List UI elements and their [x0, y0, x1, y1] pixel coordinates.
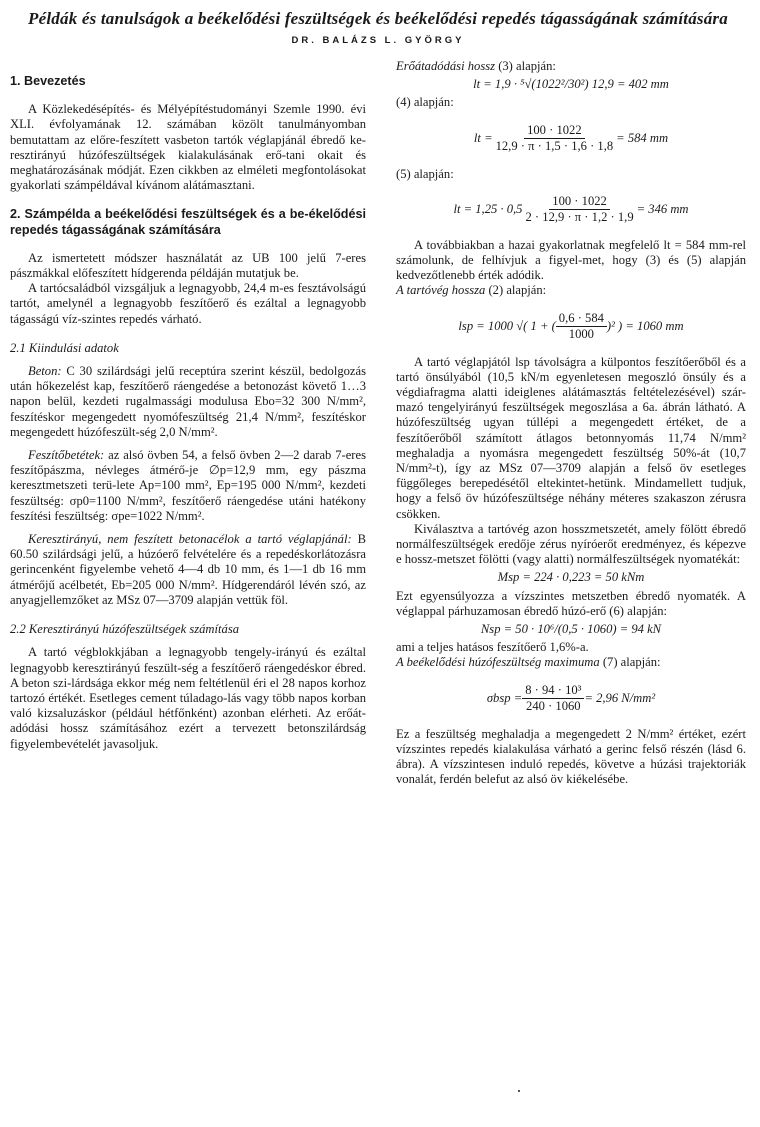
eq7-intro — [396, 655, 746, 670]
article-title: Példák és tanulságok a beékelődési feszültségek és beékelődési repedés tágasságának számítására — [28, 9, 728, 28]
eq7-lhs: σbsp = — [486, 691, 523, 706]
right-paragraph-2: A tartó véglapjától lsp távolságra a külpontos feszítőerőből és a tartó önsúlyából (10,5 kN/m egyenletesen megoszló önsúly és a végdiafragma alatti ideiglenes alátámasztás feltételezésével) szár-mazó tengelyirányú feszültségek megoszlása a 6a. ábrán látható. A húzófeszültség ugyan túllépi a megengedett értéket, de a feszítőerőből számított átlagos betonnyomás 11,74 N/mm² meghaladja a nyomásra megengedett feszültség 50%-át (10,7 N/mm²-t), így az MSz 07—3709 alapján a felső öv esetleges függőleges berepedésétől eltekintet-hetünk. Mindamellett tudjuk, hogy a felső öv húzófeszültsége néhány méteres szakaszon zérusra csökken. — [396, 354, 746, 521]
eq4-denominator: 12,9 · π · 1,5 · 1,6 · 1,8 — [495, 139, 614, 154]
eq2-rhs: )² ) = 1060 mm — [606, 319, 684, 334]
eq4-fraction — [493, 123, 617, 154]
feszito-text: az alsó övben 54, a felső övben 2—2 darab 7-eres feszítőpászma, névleges átmérő-je ∅p=12,9 mm, egy pászma keresztmetszeti terü-lete Ap=100 mm², Ep=195 000 N/mm², kezdeti feszültség: σp0=1100 N/mm², feszítőerő ráengedése utáni hatékony feszítési feszültség: σpe=1022 N/mm². — [10, 448, 366, 523]
article-author: DR. BALÁZS L. GYÖRGY — [291, 35, 465, 46]
beton-paragraph — [10, 364, 366, 440]
kereszt-paragraph — [10, 532, 366, 608]
eq5-denominator: 2 · 12,9 · π · 1,2 · 1,9 — [525, 210, 634, 225]
equation-nsp: Nsp = 50 · 10⁶/(0,5 · 1060) = 94 kN — [480, 622, 662, 637]
eq7-tail: (7) alapján: — [602, 655, 661, 670]
right-paragraph-3: Kiválasztva a tartóvég azon hosszmetszetét, amely fölött ébredő normálfeszültségek eredője zérus nyíróerőt eredményez, és képezve e hossz-metszet fölötti (vagy alatti) normálfeszültségek nyomatékát: — [396, 521, 746, 567]
eq5-intro: (5) alapján: — [396, 166, 454, 181]
eq7-rhs: = 2,96 N/mm² — [584, 691, 656, 706]
section-2-2-heading: 2.2 Keresztirányú húzófeszültségek számítása — [10, 622, 240, 637]
eq2-denominator: 1000 — [568, 327, 594, 342]
right-paragraph-1: A továbbiakban a hazai gyakorlatnak megfelelő lt = 584 mm-rel számolunk, de felhívjuk a figyel-met, hogy (3) és (5) alapján kedvezőtlenebb érték adódik. — [396, 237, 746, 283]
eq7-label: A beékelődési húzófeszültség maximuma — [396, 655, 600, 670]
section-2-paragraph-2: A tartócsaládból vizsgáljuk a legnagyobb, 24,4 m-es fesztávolságú tartót, amelynél a legnagyobb feszítőerő és ezáltal a legnagyobb tágasságú víz-szintes repedés várható. — [10, 281, 366, 326]
eq2-lhs: lsp = 1000 √( 1 + ( — [458, 319, 556, 334]
eq4-numerator: 100 · 1022 — [524, 123, 585, 139]
eq3-label: Erőátadódási hossz — [396, 59, 496, 73]
page-mark — [518, 1090, 520, 1092]
section-2-paragraph-1: Az ismertetett módszer használatát az UB 100 jelű 7-eres pászmákkal előfeszített hídgerenda példáján mutatjuk be. — [10, 250, 366, 281]
eq5-lhs: lt = 1,25 · 0,5 — [453, 202, 523, 217]
equation-3: lt = 1,9 · ⁵√(1022²/30²) 12,9 = 402 mm — [473, 77, 669, 92]
equation-msp: Msp = 224 · 0,223 = 50 kNm — [497, 570, 645, 585]
right-column — [396, 59, 746, 788]
article-body — [10, 59, 746, 788]
eq3-intro — [396, 59, 746, 74]
right-paragraph-4: Ezt egyensúlyozza a vízszintes metszetben ébredő nyomaték. A véglappal párhuzamosan ébredő húzó-erő (6) alapján: — [396, 588, 746, 618]
eq5-numerator: 100 · 1022 — [549, 194, 610, 210]
eq4-rhs: = 584 mm — [616, 131, 669, 145]
feszito-label: Feszítőbetétek: — [28, 448, 105, 463]
equation-2 — [396, 302, 746, 352]
eq2-tail: (2) alapján: — [488, 283, 547, 298]
beton-text: C 30 szilárdsági jelű receptúra szerint készül, bedolgozás után hőkezelést kap, feszítőerő ráengedése a betonozást követő 1…3 napon belül, kezdeti rugalmassági modulusa Ebo=32 300 N/mm², feszítéskor megengedett nyomófeszültség 21,4 N/mm², feszítéskor megengedett húzófeszült-ség 2,0 N/mm². — [10, 364, 367, 439]
eq2-numerator: 0,6 · 584 — [556, 311, 607, 327]
eq4-lhs: lt = — [473, 131, 493, 145]
eq5-fraction — [522, 194, 636, 225]
eq2-label: A tartóvég hossza — [396, 283, 486, 298]
eq2-intro — [396, 283, 746, 298]
kereszt-text: B 60.50 szilárdsági jelű, a húzóerő felvételére és a repedéskorlátozásra gerincenként figyelembe vehető 4—4 db 10 mm, és 1—1 db 16 mm átmérőjű acélbetét, Eb=205 000 N/mm². Hídgerendáról lévén szó, az anyagjellemzőket az MSz 07—3709 alapján vettük föl. — [10, 532, 366, 607]
feszito-paragraph — [10, 448, 366, 524]
equation-7 — [396, 674, 746, 724]
section-2-heading: 2. Számpélda a beékelődési feszültségek és a be-ékelődési repedés tágasságának számítására — [10, 207, 366, 237]
eq4-intro: (4) alapján: — [396, 95, 454, 110]
kereszt-label: Keresztirányú, nem feszített betonacélok a tartó véglapjánál: — [28, 532, 352, 547]
beton-label: Beton: — [28, 364, 62, 379]
eq3-tail: (3) alapján: — [498, 59, 556, 73]
eq2-fraction — [556, 311, 607, 342]
equation-5 — [396, 185, 746, 235]
eq5-rhs: = 346 mm — [636, 202, 689, 217]
eq7-numerator: 8 · 94 · 10³ — [522, 683, 584, 699]
right-paragraph-6: Ez a feszültség meghaladja a megengedett 2 N/mm² értéket, ezért vízszintes repedés kialakulása várható a gerinc felső részén (lásd 6. ábra). A vízszintesen induló repedés, követve a húzási trajektoriák vonalát, ferdén belefut az alsó öv kiékelésébe. — [396, 726, 746, 787]
eq7-denominator: 240 · 1060 — [526, 699, 581, 714]
section-1-heading: 1. Bevezetés — [10, 74, 86, 88]
equation-4 — [396, 114, 746, 164]
left-column — [10, 74, 366, 788]
eq7-fraction — [522, 683, 584, 714]
section-2-1-heading: 2.1 Kiindulási adatok — [10, 340, 119, 355]
section-2-2-paragraph: A tartó végblokkjában a legnagyobb tengely-irányú és ezáltal legnagyobb keresztirányú feszült-ség a feszítőerő ráengedéskor ébred. A beton szi-lárdsága ekkor még nem feltétlenül éri el 28 napos korhoz tartozó értékét. Esetleges cement túladago-lás vagy több napos korban való kizsaluzáskor (például hétfőnként) azonban elérheti. Az erőát-adódási hossz számításához ezért a tervezett betonszilárdság figyelembevételét javasoljuk. — [10, 645, 366, 751]
right-paragraph-5: ami a teljes hatásos feszítőerő 1,6%-a. — [396, 640, 589, 655]
section-1-paragraph: A Közlekedésépítés- és Mélyépítéstudományi Szemle 1990. évi XLI. évfolyamának 12. számában közölt tanulmányomban bemutattam az előre-feszített vasbeton tartók véglapjánál ébredő ke-resztirányú húzófeszültségek kialakulásának erő-tani okait és meghatározásának módját. Ezen cikkben az elméleti megfontolásokat gyakorlati számpéldával kívánom alátámasztani. — [10, 102, 366, 193]
